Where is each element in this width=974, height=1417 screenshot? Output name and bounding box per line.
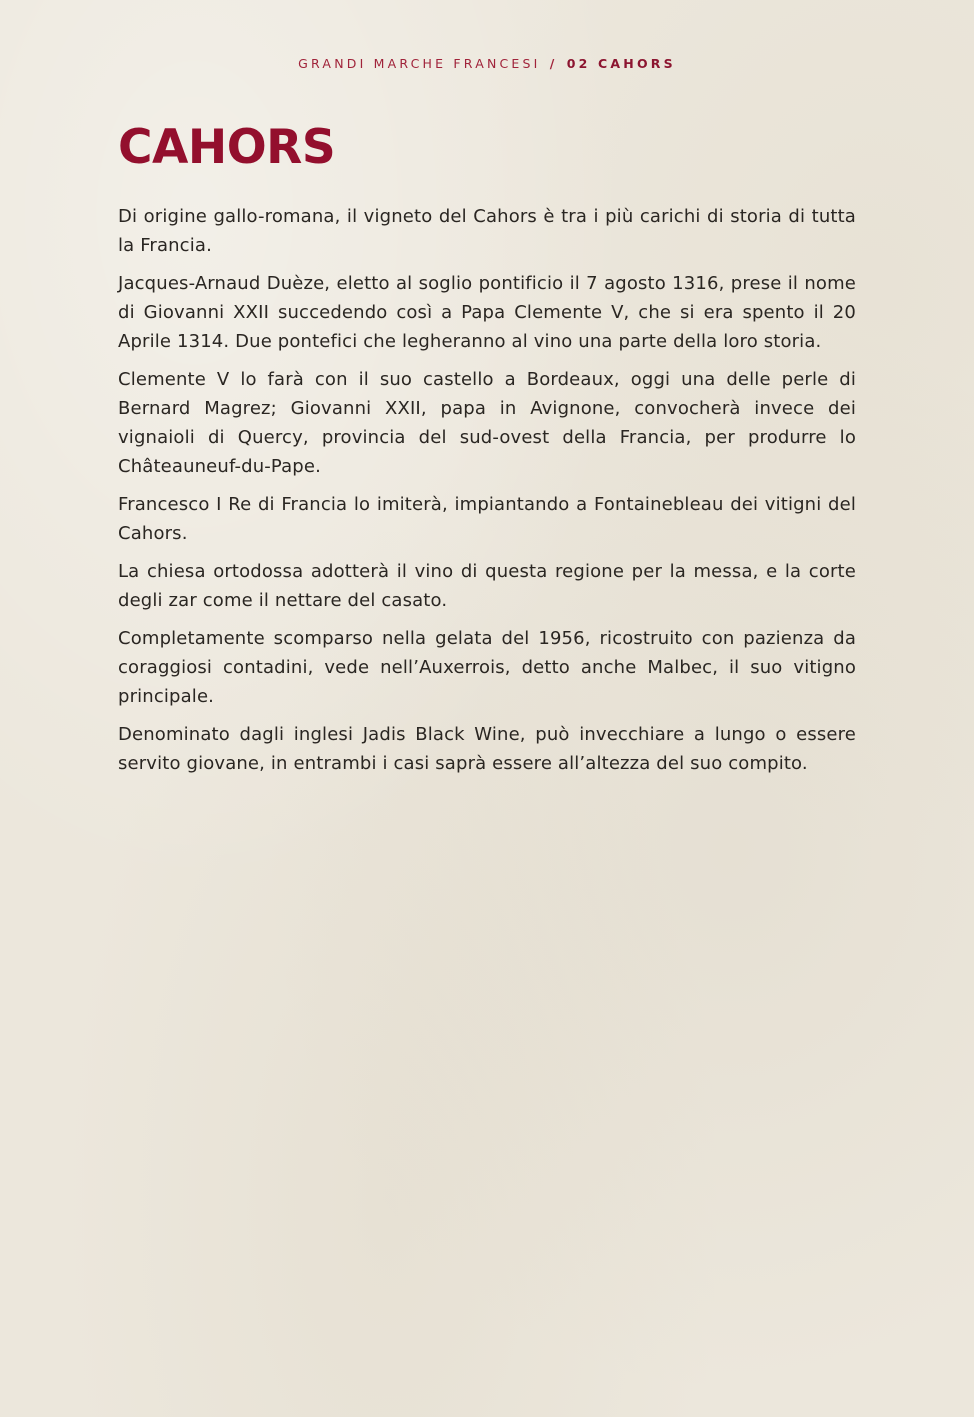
paragraph: Denominato dagli inglesi Jadis Black Wine, può invecchiare a lungo o essere servito giovane, in entrambi i casi saprà essere all’altezza del suo compito. [118, 724, 856, 774]
paragraph: Clemente V lo farà con il suo castello a Bordeaux, oggi una delle perle di Bernard Magrez; Giovanni XXII, papa in Avignone, convocherà invece dei vignaioli di Quercy, provincia del sud-ovest della Francia, per produrre lo Châteauneuf-du-Pape. [118, 369, 856, 477]
paragraph: Completamente scomparso nella gelata del 1956, ricostruito con pazienza da coraggiosi contadini, vede nell’Auxerrois, detto anche Malbec, il suo vitigno principale. [118, 628, 856, 707]
paragraph: Francesco I Re di Francia lo imiterà, impiantando a Fontainebleau dei vitigni del Cahors. [118, 494, 856, 544]
article-body [118, 118, 856, 787]
header-section: GRANDI MARCHE FRANCESI [298, 56, 541, 71]
running-header [0, 56, 974, 71]
paragraph: La chiesa ortodossa adotterà il vino di questa regione per la messa, e la corte degli zar come il nettare del casato. [118, 561, 856, 611]
paragraph: Jacques-Arnaud Duèze, eletto al soglio pontificio il 7 agosto 1316, prese il nome di Giovanni XXII succedendo così a Papa Clemente V, che si era spento il 20 Aprile 1314. Due pontefici che legheranno al vino una parte della loro storia. [118, 273, 856, 352]
header-separator: / [549, 56, 558, 71]
paragraph: Di origine gallo-romana, il vigneto del Cahors è tra i più carichi di storia di tutta la Francia. [118, 206, 856, 256]
page-title: CAHORS [118, 120, 336, 175]
header-chapter: 02 CAHORS [566, 56, 676, 71]
